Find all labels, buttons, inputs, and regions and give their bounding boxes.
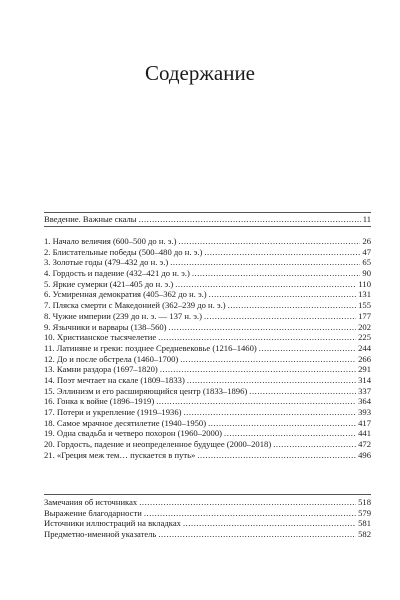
dot-leader xyxy=(180,354,356,365)
toc-entry-page: 202 xyxy=(358,321,371,332)
toc-entry-page: 11 xyxy=(362,214,371,224)
toc-entry-label: 3. Золотые годы (479–432 до н. э.) xyxy=(44,257,169,268)
toc-entry-label: Замечания об источниках xyxy=(44,497,138,507)
toc-entry-label: 8. Чужие империи (239 до н. э. — 137 н. э.) xyxy=(44,310,202,321)
dot-leader xyxy=(204,311,356,322)
toc-entry[interactable] xyxy=(44,375,371,386)
toc-entry[interactable] xyxy=(44,396,371,407)
toc-entry-label: Предметно-именной указатель xyxy=(44,529,157,540)
dot-leader xyxy=(169,322,357,333)
divider xyxy=(44,226,371,227)
toc-entry[interactable] xyxy=(44,428,371,439)
toc-entry-label: 4. Гордость и падение (432–421 до н. э.) xyxy=(44,268,190,279)
toc-entry-label: 14. Поэт мечтает на скале (1809–1833) xyxy=(44,374,185,385)
toc-entry-page: 65 xyxy=(362,257,371,268)
dot-leader xyxy=(170,257,360,268)
toc-entry[interactable] xyxy=(44,279,371,290)
toc-entry[interactable] xyxy=(44,364,371,375)
intro-block xyxy=(44,212,371,227)
dot-leader xyxy=(224,428,356,439)
toc-entry-label: 2. Блистательные победы (500–480 до н. э.) xyxy=(44,246,203,257)
toc-entry[interactable] xyxy=(44,311,371,322)
toc-entry-page: 47 xyxy=(362,246,371,257)
toc-entry[interactable] xyxy=(44,518,371,529)
dot-leader xyxy=(259,343,356,354)
toc-entry-page: 581 xyxy=(358,518,371,529)
toc-entry[interactable] xyxy=(44,289,371,300)
appendix-block xyxy=(44,494,371,540)
toc-entry[interactable] xyxy=(44,386,371,397)
toc-entry[interactable] xyxy=(44,332,371,343)
toc-entry[interactable] xyxy=(44,450,371,461)
toc-entry[interactable] xyxy=(44,322,371,333)
toc-entry[interactable] xyxy=(44,257,371,268)
toc-entry-label: 12. До и после обстрела (1460–1700) xyxy=(44,353,179,364)
toc-entry-page: 337 xyxy=(358,385,371,396)
toc-entry-page: 90 xyxy=(362,268,371,279)
toc-entry-label: 15. Эллинизм и его расширяющийся центр (1833–1896) xyxy=(44,385,248,396)
dot-leader xyxy=(158,529,356,540)
toc-entry-page: 225 xyxy=(358,332,371,343)
toc-entry-page: 364 xyxy=(358,396,371,407)
toc-entry-label: 19. Одна свадьба и четверо похорон (1960–2000) xyxy=(44,428,223,439)
toc-entry[interactable] xyxy=(44,300,371,311)
toc-entry-page: 582 xyxy=(358,529,371,540)
toc-entry-page: 518 xyxy=(358,497,371,507)
toc-entry-page: 131 xyxy=(358,289,371,300)
dot-leader xyxy=(183,518,356,529)
toc-entry-label: 20. Гордость, падение и неопределенное будущее (2000–2018) xyxy=(44,439,272,450)
toc-entry-page: 177 xyxy=(358,310,371,321)
dot-leader xyxy=(175,279,356,290)
toc-entry[interactable] xyxy=(44,439,371,450)
toc-entry-label: 1. Начало величия (600–500 до н. э.) xyxy=(44,236,177,246)
dot-leader xyxy=(139,497,356,508)
toc-entry-label: 7. Пляска смерти с Македонией (362–239 до н. э.) xyxy=(44,300,226,311)
toc-entry-label: 11. Латиняне и греки: позднее Средневековье (1216–1460) xyxy=(44,342,257,353)
toc-entry-page: 393 xyxy=(358,407,371,417)
dot-leader xyxy=(209,289,356,300)
toc-entry-page: 441 xyxy=(358,428,371,439)
toc-entry-page: 496 xyxy=(358,449,371,460)
dot-leader xyxy=(273,439,356,450)
toc-entry-label: Введение. Важные скалы xyxy=(44,214,137,224)
toc-entry[interactable] xyxy=(44,407,371,418)
toc-entry[interactable] xyxy=(44,508,371,519)
toc-entry-page: 110 xyxy=(358,278,371,289)
divider xyxy=(44,494,371,495)
toc-entry-label: Источники иллюстраций на вкладках xyxy=(44,518,181,529)
toc-entry[interactable] xyxy=(44,268,371,279)
dot-leader xyxy=(228,300,356,311)
toc-entry[interactable] xyxy=(44,529,371,540)
toc-entry-label: 5. Яркие сумерки (421–405 до н. э.) xyxy=(44,278,174,289)
toc-entry[interactable] xyxy=(44,354,371,365)
toc-entry-label: Выражение благодарности xyxy=(44,507,142,518)
chapters-block xyxy=(44,236,371,460)
dot-leader xyxy=(183,407,356,418)
dot-leader xyxy=(197,450,356,461)
toc-entry-label: 10. Христианское тысячелетие xyxy=(44,332,157,343)
dot-leader xyxy=(249,386,356,397)
toc-entry-label: 17. Потери и укрепление (1919–1936) xyxy=(44,407,182,417)
toc-entry-label: 13. Камни раздора (1697–1820) xyxy=(44,364,158,375)
dot-leader xyxy=(139,214,361,225)
toc-entry[interactable] xyxy=(44,247,371,258)
toc-entry-page: 26 xyxy=(362,236,371,246)
page-title: Содержание xyxy=(144,61,256,85)
toc-entry-label: 16. Гонка к войне (1896–1919) xyxy=(44,396,155,407)
divider xyxy=(44,212,371,213)
toc-entry-label: 9. Язычники и варвары (138–560) xyxy=(44,321,167,332)
toc-entry-page: 266 xyxy=(358,353,371,364)
toc-entry[interactable] xyxy=(44,497,371,508)
dot-leader xyxy=(192,268,361,279)
toc-entry[interactable] xyxy=(44,214,371,225)
toc-entry[interactable] xyxy=(44,343,371,354)
toc-entry-page: 417 xyxy=(358,417,371,428)
dot-leader xyxy=(204,247,360,258)
dot-leader xyxy=(156,396,356,407)
toc-entry[interactable] xyxy=(44,418,371,429)
toc-entry-page: 314 xyxy=(358,374,371,385)
toc-entry-page: 472 xyxy=(358,439,371,450)
toc-entry-label: 18. Самое мрачное десятилетие (1940–1950) xyxy=(44,417,207,428)
dot-leader xyxy=(187,375,356,386)
toc-entry-label: 21. «Греция меж тем… пускается в путь» xyxy=(44,449,196,460)
dot-leader xyxy=(144,508,356,519)
dot-leader xyxy=(160,364,356,375)
dot-leader xyxy=(208,418,356,429)
dot-leader xyxy=(158,332,356,343)
toc-entry[interactable] xyxy=(44,236,371,247)
dot-leader xyxy=(178,236,360,247)
toc-entry-page: 291 xyxy=(358,364,371,375)
toc-entry-label: 6. Усмиренная демократия (405–362 до н. э.) xyxy=(44,289,207,300)
toc-entry-page: 155 xyxy=(358,300,371,311)
toc-entry-page: 244 xyxy=(358,342,371,353)
toc-entry-page: 579 xyxy=(358,507,371,518)
